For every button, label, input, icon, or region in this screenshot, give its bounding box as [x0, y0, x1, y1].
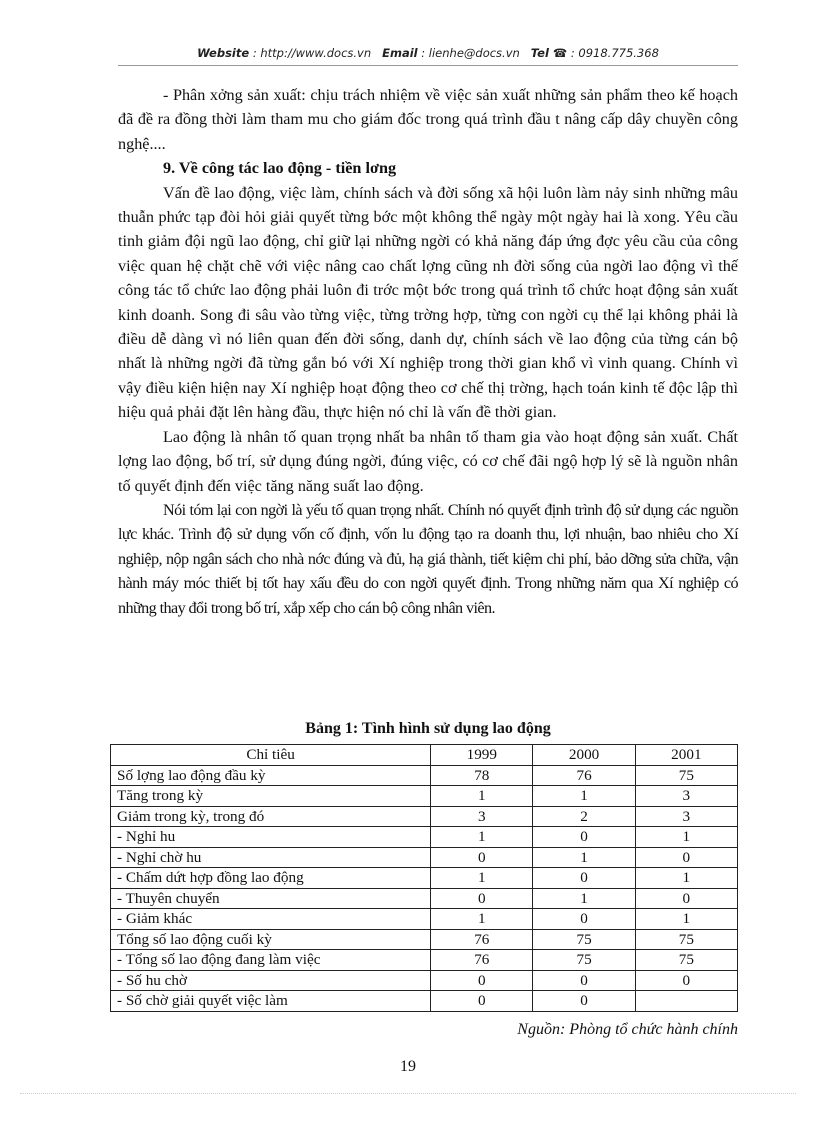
table-row: [111, 991, 738, 1012]
row-label: - Nghỉ hu: [111, 827, 431, 848]
table-row: [111, 868, 738, 889]
cell-2000: 1: [533, 786, 635, 807]
body-text: [118, 83, 738, 620]
table-title: Bảng 1: Tình hình sử dụng lao động: [305, 720, 551, 737]
row-label: - Chấm dứt hợp đồng lao động: [111, 868, 431, 889]
table-row: [111, 929, 738, 950]
table-source: Nguồn: Phòng tổ chức hành chính: [517, 1021, 738, 1038]
table-row: [111, 888, 738, 909]
website-label: Website: [197, 46, 250, 60]
tel-label: Tel ☎: [530, 46, 568, 60]
cell-2000: 0: [533, 868, 635, 889]
row-label: - Nghỉ chờ hu: [111, 847, 431, 868]
header-divider: [118, 65, 738, 66]
cell-2001: 1: [635, 909, 737, 930]
cell-2001: 1: [635, 868, 737, 889]
table-header-row: [111, 745, 738, 766]
cell-2000: 0: [533, 970, 635, 991]
cell-2000: 1: [533, 847, 635, 868]
cell-1999: 1: [431, 909, 533, 930]
row-label: - Thuyên chuyển: [111, 888, 431, 909]
email-value[interactable]: : lienhe@docs.vn: [421, 46, 520, 60]
cell-2001: 3: [635, 786, 737, 807]
paragraph-workshop: - Phân xởng sản xuất: chịu trách nhiệm về việc sản xuất những sản phẩm theo kế hoạch đã đề ra đồng thời làm tham mu cho giám đốc trong quá trình đầu t nâng cấp dây chuyền công nghệ....: [118, 86, 738, 153]
table-row: [111, 827, 738, 848]
email-label: Email: [382, 46, 418, 60]
table-row: [111, 950, 738, 971]
page-number: 19: [400, 1058, 416, 1075]
paragraph-labor-factor: Lao động là nhân tố quan trọng nhất ba nhân tố tham gia vào hoạt động sản xuất. Chất lợng lao động, bố trí, sử dụng đúng ngời, đúng việc, có cơ chế đãi ngộ hợp lý sẽ là nguồn nhân tố quyết định đến việc tăng năng suất lao động.: [118, 427, 738, 495]
header-cell: Chỉ tiêu: [111, 745, 431, 766]
cell-2001: 75: [635, 765, 737, 786]
cell-2001: 75: [635, 929, 737, 950]
cell-1999: 1: [431, 827, 533, 848]
cell-2000: 75: [533, 929, 635, 950]
cell-1999: 0: [431, 847, 533, 868]
cell-2000: 76: [533, 765, 635, 786]
cell-1999: 0: [431, 991, 533, 1012]
header-cell: 2001: [635, 745, 737, 766]
cell-2000: 2: [533, 806, 635, 827]
tel-value: : 0918.775.368: [570, 46, 659, 60]
cell-2000: 1: [533, 888, 635, 909]
row-label: Tăng trong kỳ: [111, 786, 431, 807]
row-label: Số lợng lao động đầu kỳ: [111, 765, 431, 786]
page-header: [118, 46, 738, 60]
footer-divider: [20, 1093, 796, 1094]
header-cell: 1999: [431, 745, 533, 766]
table-row: [111, 909, 738, 930]
cell-2000: 0: [533, 909, 635, 930]
paragraph-summary: Nói tóm lại con ngời là yếu tố quan trọng nhất. Chính nó quyết định trình độ sử dụng các nguồn lực khác. Trình độ sử dụng vốn cố định, vốn lu động tạo ra doanh thu, lợi nhuận, bao nhiêu cho Xí nghiệp, nộp ngân sách cho nhà nớc đúng và đủ, hạ giá thành, tiết kiệm chi phí, bảo dỡng sửa chữa, vận hành máy móc thiết bị tốt hay xấu đều do con ngời quyết định. Trong những năm qua Xí nghiệp có những thay đổi trong bố trí, xắp xếp cho cán bộ công nhân viên.: [118, 500, 738, 617]
cell-1999: 76: [431, 929, 533, 950]
cell-1999: 76: [431, 950, 533, 971]
table-row: [111, 970, 738, 991]
cell-2000: 75: [533, 950, 635, 971]
cell-1999: 3: [431, 806, 533, 827]
row-label: - Giảm khác: [111, 909, 431, 930]
cell-1999: 78: [431, 765, 533, 786]
cell-2000: 0: [533, 827, 635, 848]
row-label: Giảm trong kỳ, trong đó: [111, 806, 431, 827]
cell-2001: 0: [635, 970, 737, 991]
cell-1999: 0: [431, 888, 533, 909]
cell-1999: 1: [431, 786, 533, 807]
cell-2001: 75: [635, 950, 737, 971]
cell-2001: [635, 991, 737, 1012]
cell-2001: 0: [635, 888, 737, 909]
website-value[interactable]: : http://www.docs.vn: [252, 46, 372, 60]
table-row: [111, 847, 738, 868]
cell-1999: 0: [431, 970, 533, 991]
paragraph-labor-issues: Vấn đề lao động, việc làm, chính sách và đời sống xã hội luôn làm nảy sinh những mâu thuẫn phức tạp đòi hỏi giải quyết từng bớc một không thể ngày một ngày hai là xong. Yêu cầu tinh giảm đội ngũ lao động, chỉ giữ lại những ngời có khả năng đáp ứng đợc yêu cầu của công việc quan hệ chặt chẽ với việc nâng cao chất lợng cũng nh đời sống của ngời lao động vì thế công tác tổ chức lao động phải luôn đi trớc một bớc trong quá trình tổ chức hoạt động sản xuất kinh doanh. Song đi sâu vào từng việc, từng trờng hợp, từng con ngời cụ thể lại không phải là điều dễ dàng vì nó liên quan đến đời sống, danh dự, chính sách về lao động của từng cán bộ nhất là những ngời đã từng gắn bó với Xí nghiệp trong thời gian khổ vì vinh quang. Chính vì vậy điều kiện hiện nay Xí nghiệp hoạt động theo cơ chế thị trờng, hạch toán kinh tế độc lập thì hiệu quả phải đặt lên hàng đầu, thực hiện nó chỉ là vấn đề thời gian.: [118, 183, 738, 422]
table-row: [111, 806, 738, 827]
cell-2001: 3: [635, 806, 737, 827]
section-heading: 9. Về công tác lao động - tiền lơng: [163, 159, 397, 178]
row-label: - Số hu chờ: [111, 970, 431, 991]
cell-2001: 1: [635, 827, 737, 848]
labor-table: [110, 744, 738, 1012]
row-label: Tổng số lao động cuối kỳ: [111, 929, 431, 950]
table-row: [111, 786, 738, 807]
header-cell: 2000: [533, 745, 635, 766]
cell-1999: 1: [431, 868, 533, 889]
row-label: - Tổng số lao động đang làm việc: [111, 950, 431, 971]
table-row: [111, 765, 738, 786]
cell-2000: 0: [533, 991, 635, 1012]
row-label: - Số chờ giải quyết việc làm: [111, 991, 431, 1012]
cell-2001: 0: [635, 847, 737, 868]
